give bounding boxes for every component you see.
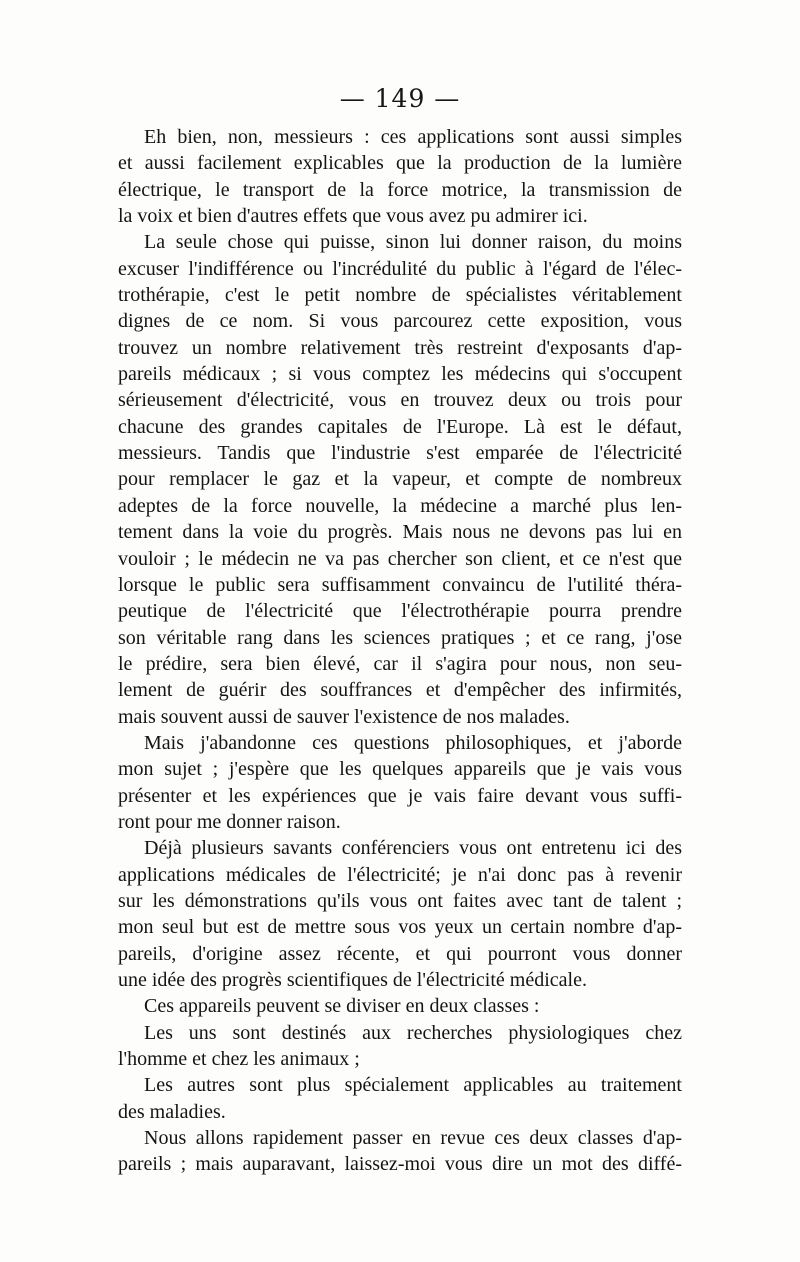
text-line: présenter et les expériences que je vais faire devant vous suffi- — [118, 784, 682, 807]
text-line: Eh bien, non, messieurs : ces applications sont aussi simples — [144, 126, 682, 148]
text-line: des maladies. — [118, 1100, 226, 1123]
page-number: — 149 — — [339, 84, 461, 113]
text-line: peutique de l'électricité que l'électrothérapie pourra prendre — [118, 600, 682, 623]
text-line: lorsque le public sera suffisamment convaincu de l'utilité théra- — [118, 573, 682, 596]
text-line: une idée des progrès scientifiques de l'électricité médicale. — [118, 969, 587, 991]
text-line: Mais j'abandonne ces questions philosophiques, et j'aborde — [144, 731, 682, 754]
text-line: pareils, d'origine assez récente, et qui pourront vous donner — [118, 942, 682, 965]
text-line: électrique, le transport de la force motrice, la transmission de — [118, 178, 682, 201]
text-line: ront pour me donner raison. — [118, 810, 341, 833]
text-line: vouloir ; le médecin ne va pas chercher son client, et ce n'est que — [118, 547, 682, 570]
text-line: applications médicales de l'électricité; je n'ai donc pas à revenir — [118, 863, 682, 886]
text-line: sur les démonstrations qu'ils vous ont faites avec tant de talent ; — [118, 889, 682, 912]
text-line: trothérapie, c'est le petit nombre de spécialistes véritablement — [118, 284, 682, 307]
text-line: la voix et bien d'autres effets que vous avez pu admirer ici. — [118, 205, 588, 228]
text-line: lement de guérir des souffrances et d'empêcher des infirmités, — [118, 679, 682, 702]
text-line: dignes de ce nom. Si vous parcourez cette exposition, vous — [118, 310, 682, 333]
text-line: adeptes de la force nouvelle, la médecine a marché plus len- — [118, 494, 682, 517]
text-line: messieurs. Tandis que l'industrie s'est emparée de l'électricité — [118, 442, 682, 465]
text-line: mon sujet ; j'espère que les quelques appareils que je vais vous — [118, 758, 682, 781]
text-line: l'homme et chez les animaux ; — [118, 1048, 360, 1071]
text-line: pareils ; mais auparavant, laissez-moi vous dire un mot des diffé- — [118, 1153, 682, 1176]
text-line: trouvez un nombre relativement très restreint d'exposants d'ap- — [118, 336, 682, 359]
text-line: tement dans la voie du progrès. Mais nous ne devons pas lui en — [118, 521, 682, 544]
text-line: son véritable rang dans les sciences pratiques ; et ce rang, j'ose — [118, 626, 682, 649]
body-text — [118, 124, 682, 1178]
text-line: Ces appareils peuvent se diviser en deux classes : — [144, 995, 540, 1018]
text-line: mon seul but est de mettre sous vos yeux un certain nombre d'ap- — [118, 916, 682, 939]
text-line: le prédire, sera bien élevé, car il s'agira pour nous, non seu- — [118, 652, 682, 675]
text-line: pareils médicaux ; si vous comptez les médecins qui s'occupent — [118, 363, 682, 386]
text-line: La seule chose qui puisse, sinon lui donner raison, du moins — [144, 231, 682, 254]
text-line: mais souvent aussi de sauver l'existence de nos malades. — [118, 705, 570, 728]
text-line: excuser l'indifférence ou l'incrédulité du public à l'égard de l'élec- — [118, 257, 682, 280]
text-line: Déjà plusieurs savants conférenciers vous ont entretenu ici des — [144, 837, 682, 860]
text-line: et aussi facilement explicables que la production de la lumière — [118, 152, 682, 175]
text-line: pour remplacer le gaz et la vapeur, et compte de nombreux — [118, 468, 682, 491]
text-line: Les autres sont plus spécialement applicables au traitement — [144, 1074, 682, 1097]
text-line: sérieusement d'électricité, vous en trouvez deux ou trois pour — [118, 389, 682, 412]
text-line: Les uns sont destinés aux recherches physiologiques chez — [144, 1021, 682, 1044]
text-line: chacune des grandes capitales de l'Europe. Là est le défaut, — [118, 415, 682, 438]
text-line: Nous allons rapidement passer en revue ces deux classes d'ap- — [144, 1127, 682, 1150]
